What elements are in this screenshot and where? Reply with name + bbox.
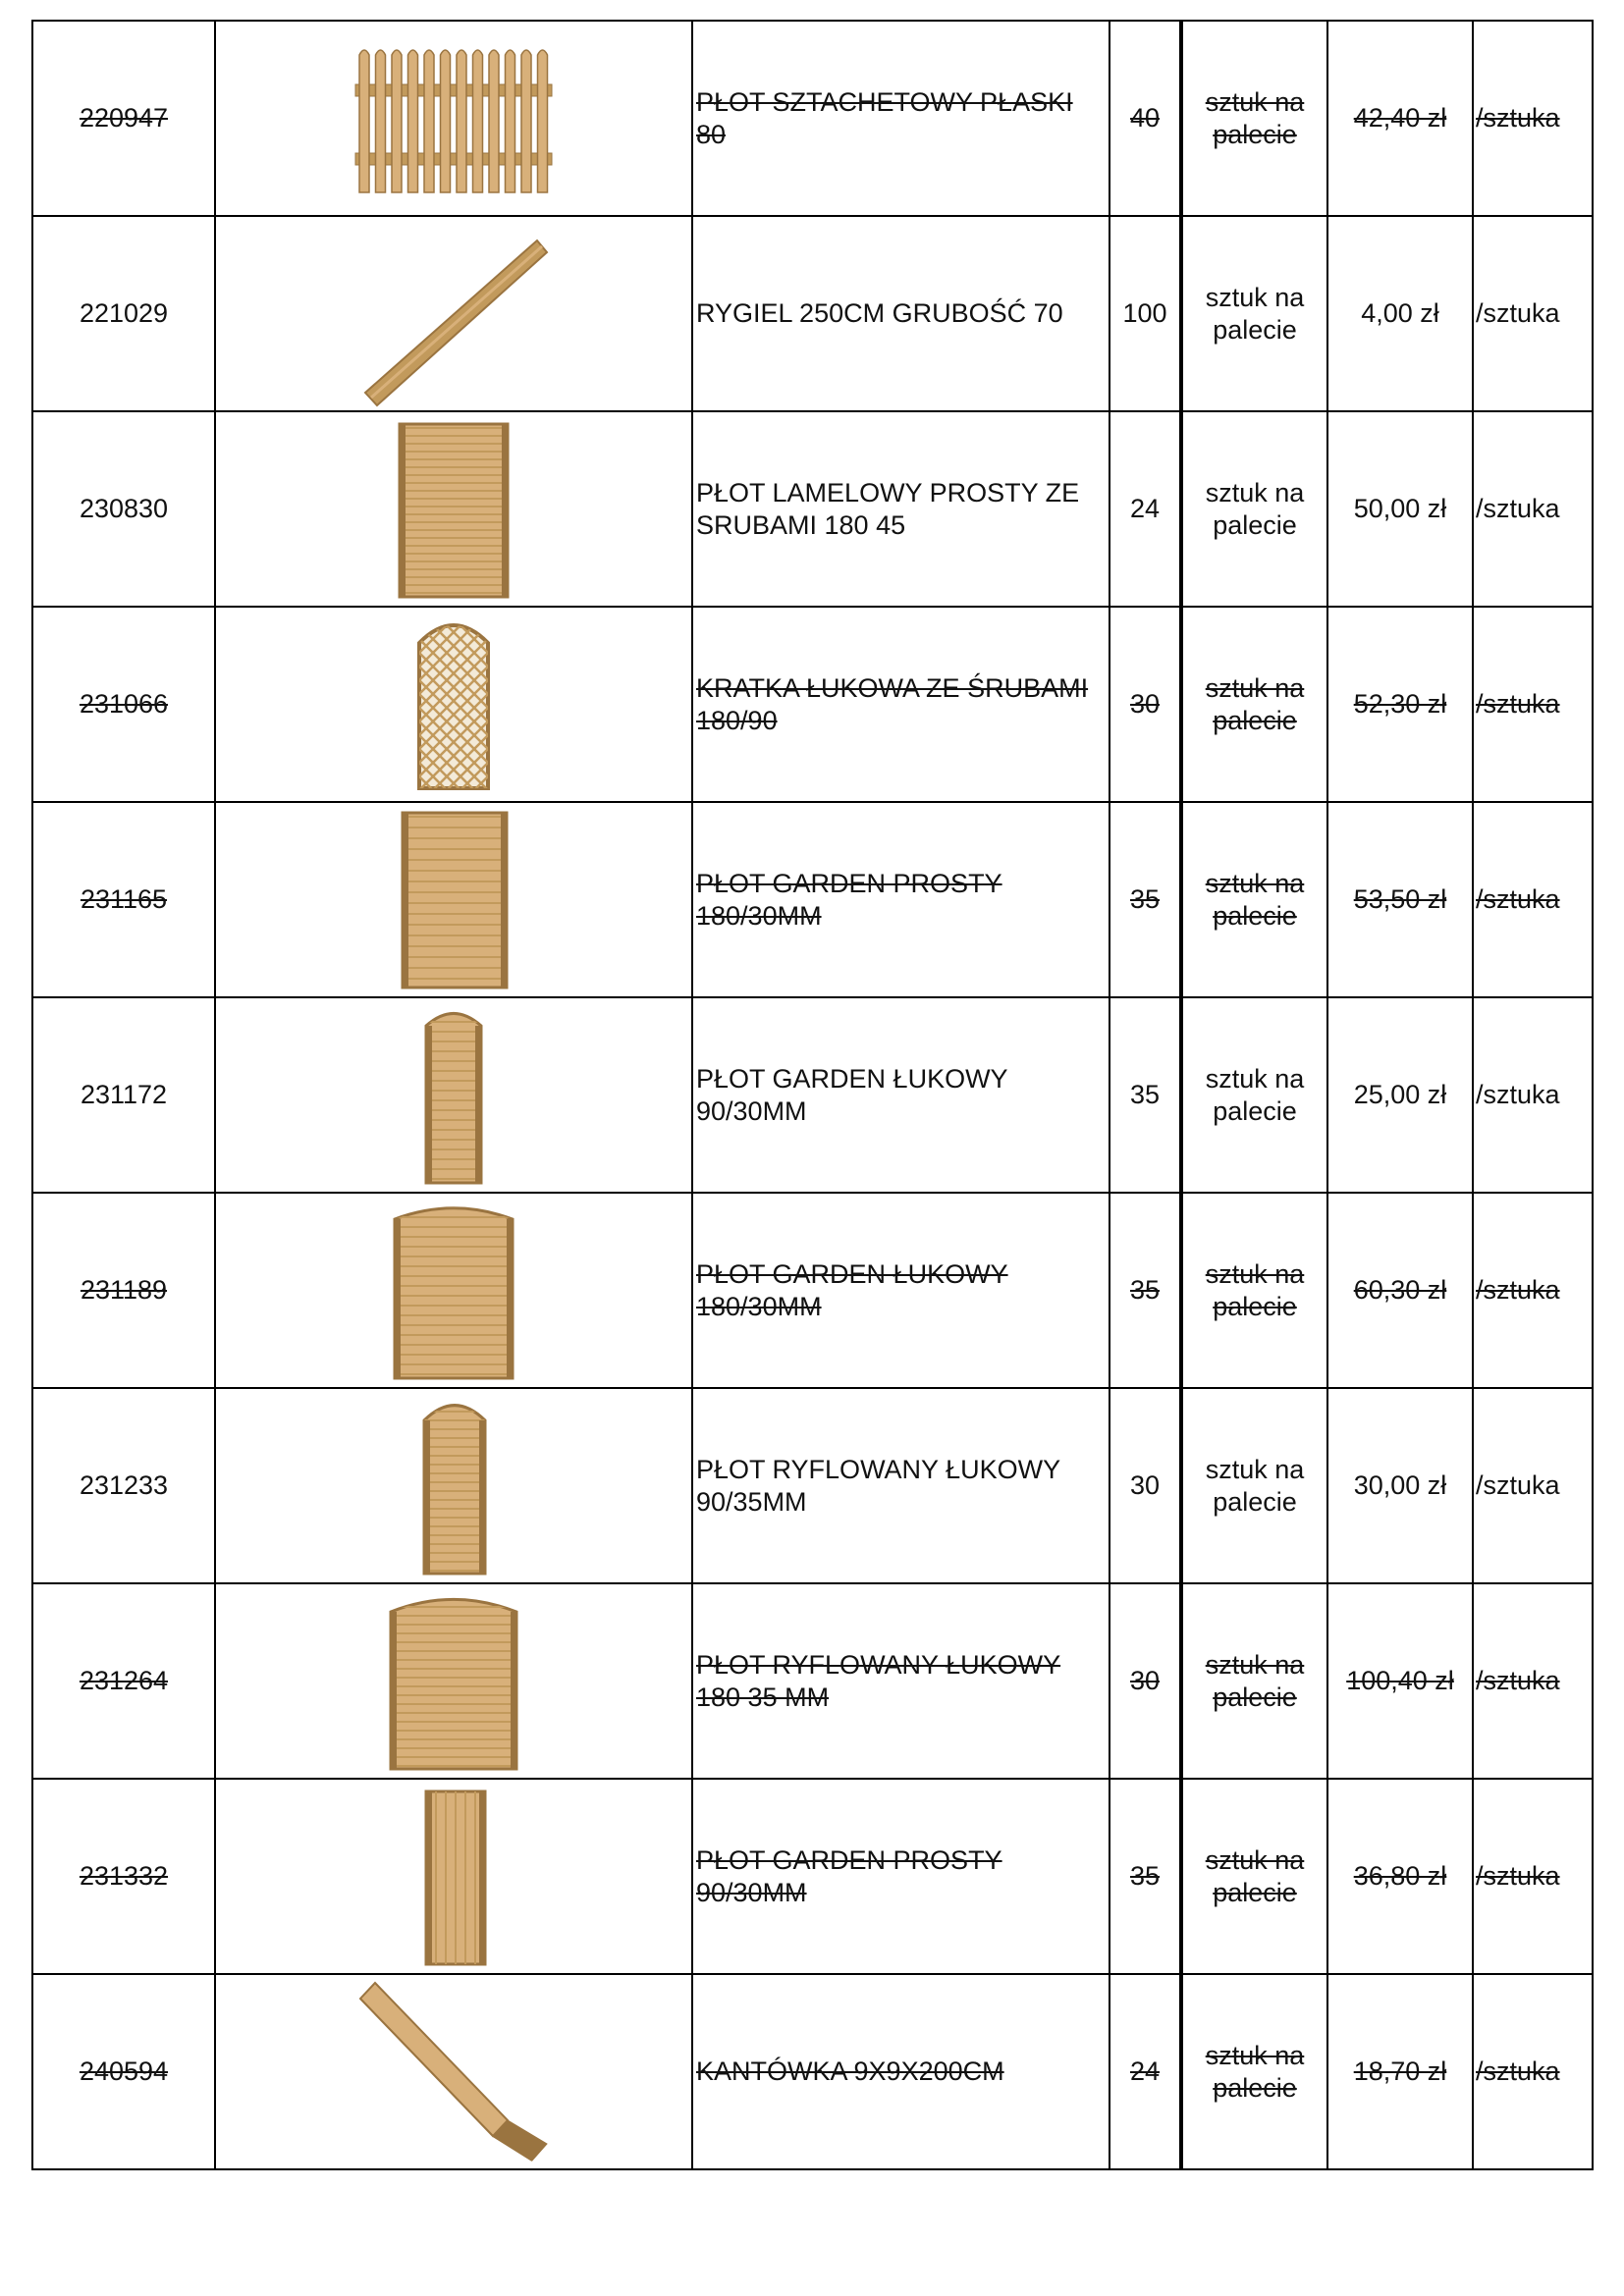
price: 53,50 zł <box>1353 884 1447 914</box>
price-list-sheet <box>31 20 1594 2170</box>
price-cell <box>1327 1779 1473 1974</box>
pallet-qty-cell <box>1110 1388 1181 1583</box>
pallet-qty: 24 <box>1129 494 1161 523</box>
product-code-cell <box>32 1779 215 1974</box>
unit-label: sztuk na palecie <box>1205 1063 1305 1126</box>
pallet-qty-cell <box>1110 411 1181 607</box>
per-unit-cell <box>1473 802 1593 997</box>
pallet-qty-cell <box>1110 1974 1181 2169</box>
product-code-cell <box>32 1583 215 1779</box>
product-image <box>216 24 691 213</box>
product-image-cell <box>215 1583 692 1779</box>
per-unit-cell <box>1473 21 1593 216</box>
product-image-cell <box>215 1974 692 2169</box>
unit-cell <box>1181 1388 1327 1583</box>
product-name-cell <box>692 1388 1110 1583</box>
pallet-qty-cell <box>1110 607 1181 802</box>
garden-panel-arch-narrow-icon <box>346 1002 562 1189</box>
per-unit-label: /sztuka <box>1476 298 1560 328</box>
product-name-cell <box>692 411 1110 607</box>
product-code-cell <box>32 607 215 802</box>
table-row <box>32 1388 1593 1583</box>
product-image-cell <box>215 216 692 411</box>
price-cell <box>1327 1974 1473 2169</box>
unit-cell <box>1181 216 1327 411</box>
table-row <box>32 21 1593 216</box>
per-unit-cell <box>1473 607 1593 802</box>
product-code-cell <box>32 997 215 1193</box>
product-code: 231172 <box>80 1080 168 1109</box>
product-image <box>216 1782 691 1971</box>
unit-cell <box>1181 607 1327 802</box>
per-unit-label: /sztuka <box>1476 103 1560 133</box>
product-image-cell <box>215 607 692 802</box>
product-code: 231066 <box>79 689 169 719</box>
table-row <box>32 1779 1593 1974</box>
product-name-cell <box>692 802 1110 997</box>
product-name: RYGIEL 250CM GRUBOŚĆ 70 <box>696 298 1063 328</box>
product-code-cell <box>32 1388 215 1583</box>
pallet-qty: 30 <box>1129 689 1161 719</box>
price-cell <box>1327 21 1473 216</box>
price: 60,30 zł <box>1353 1275 1447 1305</box>
price-cell <box>1327 997 1473 1193</box>
garden-panel-arch-wide-icon <box>346 1198 562 1384</box>
price: 100,40 zł <box>1346 1666 1454 1695</box>
table-row <box>32 1583 1593 1779</box>
price-cell <box>1327 1193 1473 1388</box>
pallet-qty-cell <box>1110 802 1181 997</box>
pallet-qty-cell <box>1110 997 1181 1193</box>
unit-cell <box>1181 1779 1327 1974</box>
price: 30,00 zł <box>1353 1470 1447 1500</box>
per-unit-cell <box>1473 997 1593 1193</box>
product-table <box>31 20 1594 2170</box>
product-name-cell <box>692 21 1110 216</box>
table-row <box>32 607 1593 802</box>
unit-cell <box>1181 1974 1327 2169</box>
unit-label: sztuk na palecie <box>1205 672 1305 735</box>
price: 50,00 zł <box>1353 494 1447 523</box>
table-row <box>32 216 1593 411</box>
product-image <box>216 1391 691 1580</box>
product-name-cell <box>692 1779 1110 1974</box>
product-code-cell <box>32 21 215 216</box>
product-name: PŁOT LAMELOWY PROSTY ZE SRUBAMI 180 45 <box>696 477 1080 540</box>
product-table-body <box>32 21 1593 2169</box>
grooved-panel-arch-wide-icon <box>346 1588 562 1775</box>
product-image <box>216 1000 691 1190</box>
price: 36,80 zł <box>1353 1861 1447 1891</box>
per-unit-label: /sztuka <box>1476 884 1560 914</box>
square-timber-icon <box>346 1979 562 2165</box>
per-unit-cell <box>1473 411 1593 607</box>
per-unit-label: /sztuka <box>1476 1080 1560 1109</box>
unit-label: sztuk na palecie <box>1205 1649 1305 1712</box>
per-unit-cell <box>1473 1974 1593 2169</box>
picket-fence-icon <box>346 26 562 212</box>
pallet-qty: 30 <box>1129 1470 1161 1500</box>
grooved-panel-arch-narrow-icon <box>346 1393 562 1579</box>
product-name: PŁOT SZTACHETOWY PŁASKI 80 <box>696 86 1073 149</box>
price: 4,00 zł <box>1361 298 1439 328</box>
product-code: 221029 <box>79 298 169 328</box>
product-image <box>216 219 691 408</box>
price: 25,00 zł <box>1353 1080 1447 1109</box>
product-name: PŁOT GARDEN ŁUKOWY 90/30MM <box>696 1063 1008 1126</box>
product-name-cell <box>692 607 1110 802</box>
product-image-cell <box>215 411 692 607</box>
per-unit-cell <box>1473 1388 1593 1583</box>
product-image-cell <box>215 1193 692 1388</box>
product-code: 240594 <box>79 2056 169 2086</box>
price-cell <box>1327 607 1473 802</box>
slat-panel-straight-icon <box>346 416 562 603</box>
product-image <box>216 414 691 604</box>
product-image <box>216 610 691 799</box>
price: 18,70 zł <box>1353 2056 1447 2086</box>
product-code: 220947 <box>79 103 169 133</box>
per-unit-cell <box>1473 1193 1593 1388</box>
product-image <box>216 805 691 994</box>
price: 52,30 zł <box>1353 689 1447 719</box>
product-code-cell <box>32 802 215 997</box>
product-name: PŁOT RYFLOWANY ŁUKOWY 180 35 MM <box>696 1649 1061 1712</box>
product-code-cell <box>32 1974 215 2169</box>
per-unit-label: /sztuka <box>1476 1666 1560 1695</box>
product-image <box>216 1196 691 1385</box>
price: 42,40 zł <box>1353 103 1447 133</box>
product-code: 231233 <box>79 1470 169 1500</box>
pallet-qty-cell <box>1110 1193 1181 1388</box>
product-image-cell <box>215 802 692 997</box>
product-name: KRATKA ŁUKOWA ZE ŚRUBAMI 180/90 <box>696 672 1089 735</box>
product-code: 231264 <box>79 1666 169 1695</box>
per-unit-label: /sztuka <box>1476 2056 1560 2086</box>
product-image-cell <box>215 1779 692 1974</box>
per-unit-cell <box>1473 216 1593 411</box>
lattice-arch-icon <box>346 612 562 798</box>
product-name: PŁOT GARDEN PROSTY 180/30MM <box>696 868 1002 931</box>
pallet-qty: 35 <box>1129 1861 1161 1891</box>
unit-label: sztuk na palecie <box>1205 1454 1305 1517</box>
table-row <box>32 1193 1593 1388</box>
unit-cell <box>1181 1583 1327 1779</box>
unit-label: sztuk na palecie <box>1205 1258 1305 1321</box>
product-image <box>216 1977 691 2166</box>
table-row <box>32 411 1593 607</box>
product-name-cell <box>692 1193 1110 1388</box>
unit-cell <box>1181 802 1327 997</box>
wooden-rail-icon <box>346 221 562 407</box>
pallet-qty-cell <box>1110 1583 1181 1779</box>
product-code: 230830 <box>79 494 169 523</box>
per-unit-cell <box>1473 1583 1593 1779</box>
per-unit-label: /sztuka <box>1476 1470 1560 1500</box>
product-name: PŁOT GARDEN PROSTY 90/30MM <box>696 1844 1002 1907</box>
product-code-cell <box>32 1193 215 1388</box>
product-image <box>216 1586 691 1776</box>
product-name: PŁOT GARDEN ŁUKOWY 180/30MM <box>696 1258 1008 1321</box>
product-code: 231189 <box>80 1275 168 1305</box>
pallet-qty: 35 <box>1129 1275 1161 1305</box>
product-image-cell <box>215 21 692 216</box>
product-code-cell <box>32 216 215 411</box>
price-cell <box>1327 216 1473 411</box>
pallet-qty-cell <box>1110 1779 1181 1974</box>
unit-label: sztuk na palecie <box>1205 1844 1305 1907</box>
unit-label: sztuk na palecie <box>1205 477 1305 540</box>
product-name: KANTÓWKA 9X9X200CM <box>696 2056 1004 2086</box>
unit-label: sztuk na palecie <box>1205 282 1305 345</box>
product-code: 231332 <box>79 1861 169 1891</box>
product-code: 231165 <box>80 884 168 914</box>
pallet-qty: 24 <box>1129 2056 1161 2086</box>
pallet-qty-cell <box>1110 216 1181 411</box>
pallet-qty: 30 <box>1129 1666 1161 1695</box>
unit-label: sztuk na palecie <box>1205 2040 1305 2103</box>
garden-panel-straight-narrow-icon <box>346 1784 562 1970</box>
unit-cell <box>1181 21 1327 216</box>
per-unit-label: /sztuka <box>1476 689 1560 719</box>
per-unit-label: /sztuka <box>1476 1275 1560 1305</box>
product-image-cell <box>215 1388 692 1583</box>
product-name-cell <box>692 1583 1110 1779</box>
product-name: PŁOT RYFLOWANY ŁUKOWY 90/35MM <box>696 1454 1060 1517</box>
product-image-cell <box>215 997 692 1193</box>
unit-cell <box>1181 997 1327 1193</box>
pallet-qty: 100 <box>1122 298 1167 328</box>
per-unit-cell <box>1473 1779 1593 1974</box>
product-code-cell <box>32 411 215 607</box>
garden-panel-straight-icon <box>346 807 562 993</box>
price-cell <box>1327 1583 1473 1779</box>
price-cell <box>1327 1388 1473 1583</box>
unit-cell <box>1181 1193 1327 1388</box>
price-cell <box>1327 411 1473 607</box>
pallet-qty-cell <box>1110 21 1181 216</box>
unit-label: sztuk na palecie <box>1205 86 1305 149</box>
per-unit-label: /sztuka <box>1476 1861 1560 1891</box>
product-name-cell <box>692 997 1110 1193</box>
price-cell <box>1327 802 1473 997</box>
table-row <box>32 802 1593 997</box>
pallet-qty: 35 <box>1129 884 1161 914</box>
pallet-qty: 35 <box>1129 1080 1161 1109</box>
pallet-qty: 40 <box>1129 103 1161 133</box>
per-unit-label: /sztuka <box>1476 494 1560 523</box>
table-row <box>32 997 1593 1193</box>
unit-label: sztuk na palecie <box>1205 868 1305 931</box>
unit-cell <box>1181 411 1327 607</box>
product-name-cell <box>692 1974 1110 2169</box>
table-row <box>32 1974 1593 2169</box>
product-name-cell <box>692 216 1110 411</box>
